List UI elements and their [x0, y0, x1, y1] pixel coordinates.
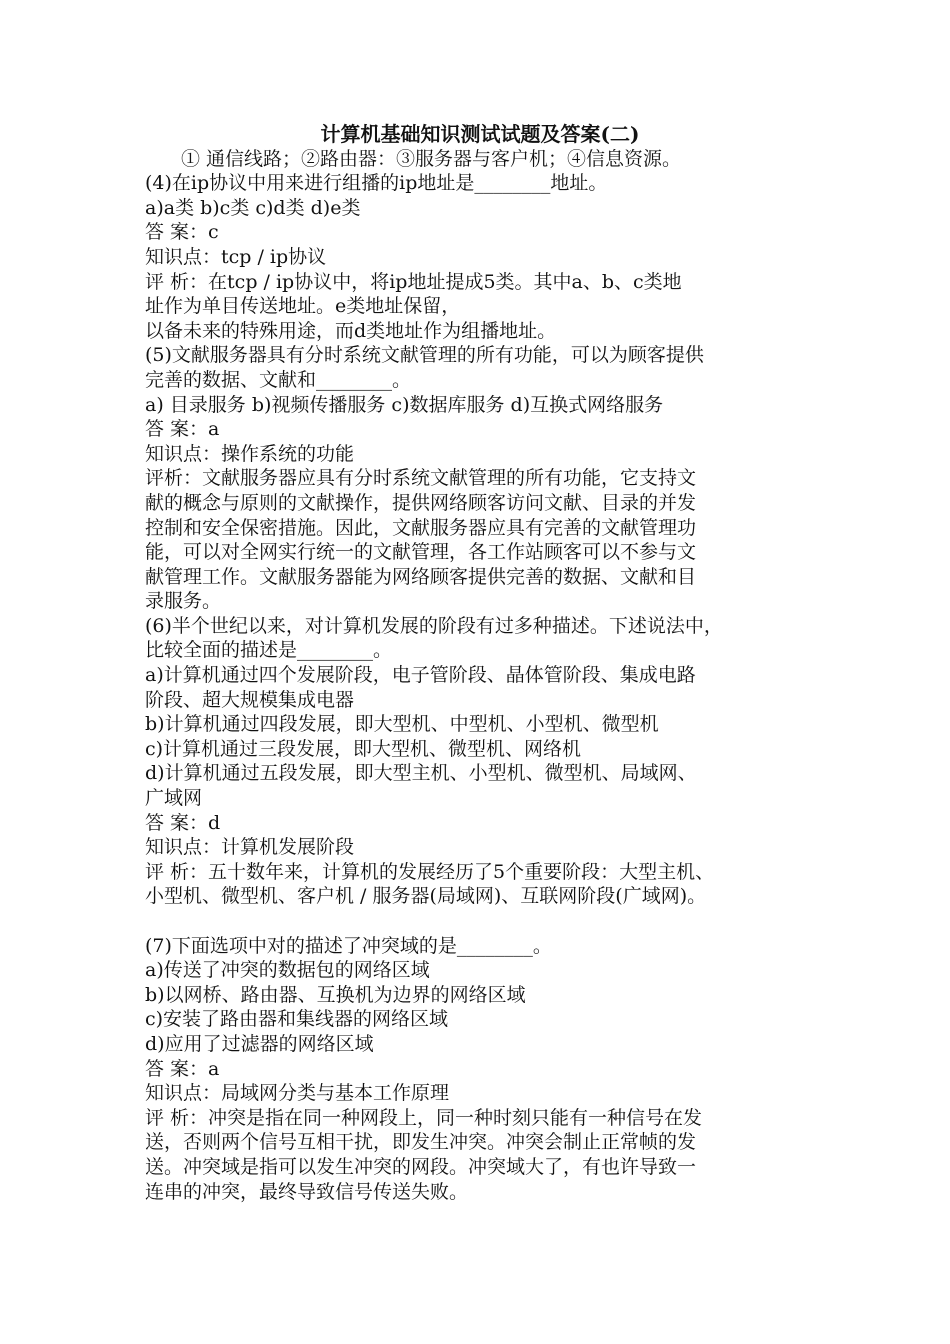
- question-5: (5)文献服务器具有分时系统文献管理的所有功能，可以为顾客提供: [145, 344, 704, 367]
- question-7-knowledge-point: 知识点：局域网分类与基本工作原理: [145, 1082, 450, 1105]
- question-5-analysis: 控制和安全保密措施。因此，文献服务器应具有完善的文献管理功: [145, 516, 697, 539]
- question-7-analysis: 送，否则两个信号互相干扰，即发生冲突。冲突会制止正常帧的发: [145, 1131, 697, 1154]
- question-4-analysis: 以备未来的特殊用途，而d类地址作为组播地址。: [145, 319, 557, 342]
- question-5-analysis: 献的概念与原则的文献操作，提供网络顾客访问文献、目录的并发: [145, 491, 697, 514]
- question-6-analysis: 评 析：五十数年来，计算机的发展经历了5个重要阶段：大型主机、: [145, 860, 715, 883]
- question-5-analysis: 评析：文献服务器应具有分时系统文献管理的所有功能，它支持文: [145, 467, 697, 490]
- question-7-option-a: a)传送了冲突的数据包的网络区域: [145, 959, 430, 982]
- question-7-analysis: 送。冲突域是指可以发生冲突的网段。冲突域大了，有也许导致一: [145, 1155, 697, 1178]
- question-4-analysis: 评 析：在tcp / ip协议中，将ip地址提成5类。其中a、b、c类地: [145, 270, 682, 293]
- question-7-analysis: 评 析：冲突是指在同一种网段上，同一种时刻只能有一种信号在发: [145, 1106, 703, 1129]
- question-5-answer: 答 案：a: [145, 418, 220, 441]
- question-6-option-c: c)计算机通过三段发展，即大型机、微型机、网络机: [145, 737, 582, 760]
- question-5-analysis: 能，可以对全网实行统一的文献管理，各工作站顾客可以不参与文: [145, 541, 697, 564]
- document-title: 计算机基础知识测试试题及答案(二): [320, 122, 640, 146]
- question-6-option-b: b)计算机通过四段发展，即大型机、中型机、小型机、微型机: [145, 713, 659, 736]
- question-6-analysis: 小型机、微型机、客户机 / 服务器(局域网)、互联网阶段(广域网)。: [145, 885, 707, 908]
- question-6-option-a: a)计算机通过四个发展阶段，电子管阶段、晶体管阶段、集成电路: [145, 664, 696, 687]
- question-6-option-d: 广域网: [145, 787, 203, 810]
- question-7-analysis: 连串的冲突，最终导致信号传送失败。: [145, 1180, 469, 1203]
- question-5-analysis: 录服务。: [145, 590, 222, 613]
- question-6: (6)半个世纪以来，对计算机发展的阶段有过多种描述。下述说法中，: [145, 614, 723, 637]
- question-4-knowledge-point: 知识点：tcp / ip协议: [145, 245, 327, 268]
- answer-line: ① 通信线路；②路由器：③服务器与客户机；④信息资源。: [181, 147, 682, 170]
- question-5-knowledge-point: 知识点：操作系统的功能: [145, 442, 355, 465]
- question-7-option-d: d)应用了过滤器的网络区域: [145, 1032, 374, 1055]
- question-4-answer: 答 案：c: [145, 221, 219, 244]
- question-5: 完善的数据、文献和________。: [145, 368, 412, 391]
- blank-line: [145, 909, 815, 934]
- question-6-option-a: 阶段、超大规模集成电器: [145, 688, 355, 711]
- question-6-answer: 答 案：d: [145, 811, 221, 834]
- question-7-answer: 答 案：a: [145, 1057, 220, 1080]
- question-5-options: a) 目录服务 b)视频传播服务 c)数据库服务 d)互换式网络服务: [145, 393, 664, 416]
- question-6-option-d: d)计算机通过五段发展，即大型主机、小型机、微型机、局域网、: [145, 762, 697, 785]
- question-5-analysis: 献管理工作。文献服务器能为网络顾客提供完善的数据、文献和目: [145, 565, 697, 588]
- document-page: [145, 122, 815, 1204]
- question-6: 比较全面的描述是________。: [145, 639, 393, 662]
- question-6-knowledge-point: 知识点：计算机发展阶段: [145, 836, 355, 859]
- question-7: (7)下面选项中对的描述了冲突域的是________。: [145, 934, 552, 957]
- question-7-option-b: b)以网桥、路由器、互换机为边界的网络区域: [145, 983, 526, 1006]
- question-4-options: a)a类 b)c类 c)d类 d)e类: [145, 196, 361, 219]
- question-4: (4)在ip协议中用来进行组播的ip地址是________地址。: [145, 172, 608, 195]
- question-4-analysis: 址作为单目传送地址。e类地址保留，: [145, 295, 461, 318]
- question-7-option-c: c)安装了路由器和集线器的网络区域: [145, 1008, 449, 1031]
